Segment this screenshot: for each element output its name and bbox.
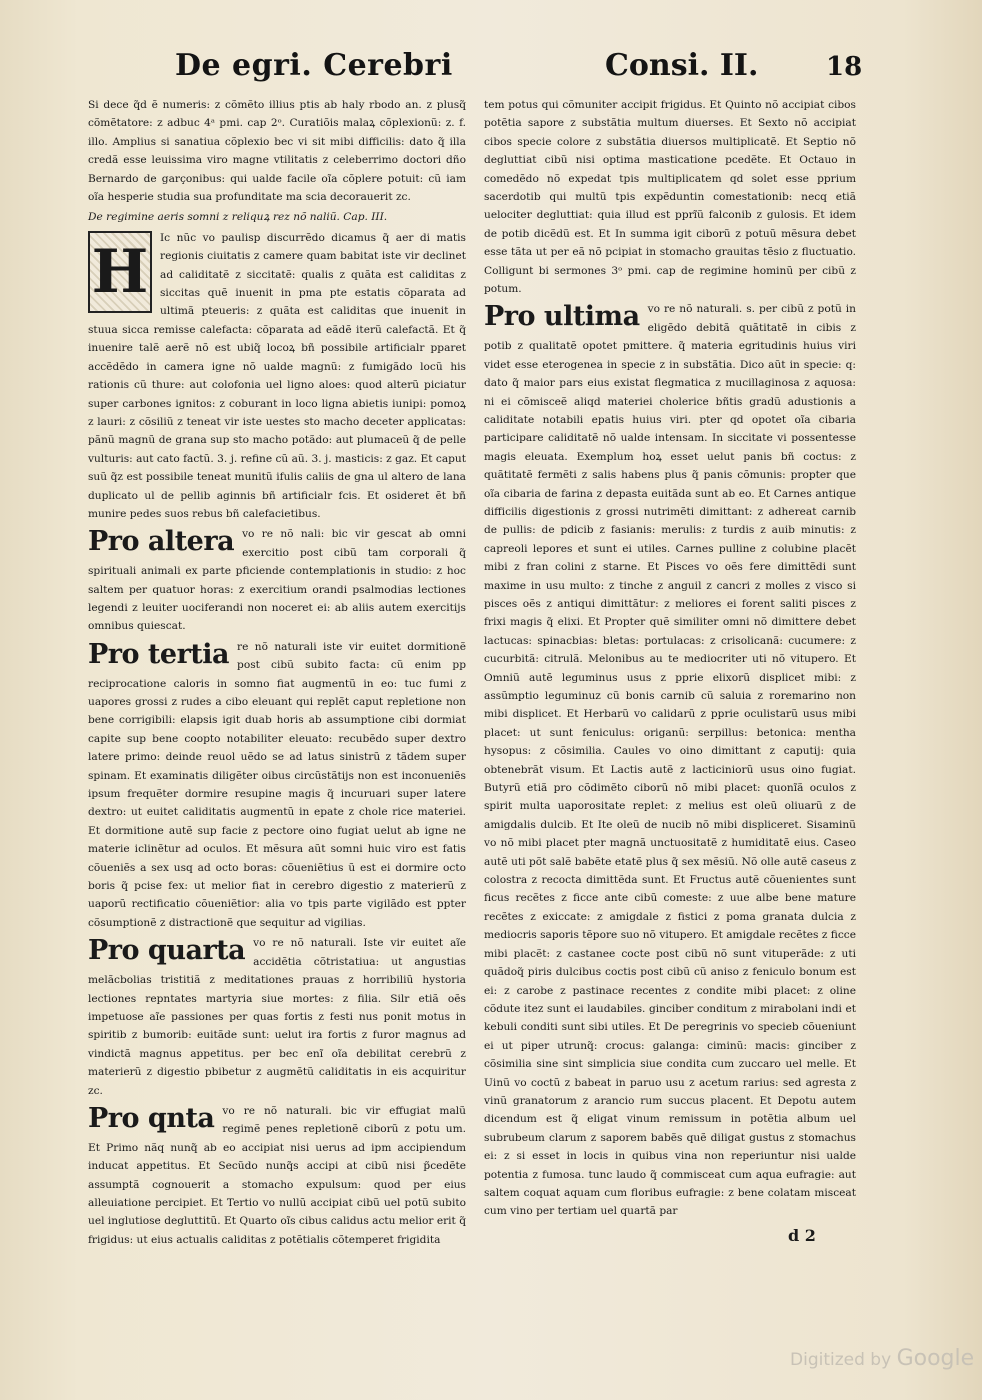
section-heading: Pro qnta	[88, 1102, 215, 1134]
decorated-initial	[88, 231, 152, 313]
section-quarta	[88, 934, 466, 1100]
section-text: melãcbolias tristitiã z meditationes prauas z horribiliũ hystoria lectiones repntates martyria siue mortes: z filia. Silr etiã oẽs impetuose aĩe passiones per quas fortis z festi nus ponit motus in spiritib z bumorib: euitãde sunt: uelut ira fortis z furor magnus ad vindictã magnus appetitus. per bec enĩ oĩa debilitat cerebrũ z materierũ z digestio pbibetur z augmẽtũ caliditatis in eis acquiritur zc.	[88, 974, 466, 1097]
page-number: 18	[826, 52, 863, 82]
section-heading: Pro tertia	[88, 638, 230, 670]
section-subhead: vo re nõ naturali. Iste vir euitet aĩe accidẽtia cõtristatiua: ut angustias	[253, 937, 466, 968]
section-text: reciprocatione caloris in somno fiat augmentũ in eo: tuc fumi z uapores grossi z rudes a cibo eleuant qui replẽt caput repletione non bene corrigibili: elapsis igit duab horis ab assumptione cibi dormiat capite sup bene coopto notabiliter eleuato: recubẽdo super dextro latere primo: deinde reuol uẽdo se ad latus sinistrũ z tãdem super spinam. Et examinatis diligẽter oibus circũstãtijs non est inconueniẽs ipsum frequẽter dormire resupine magis q̃ incuruari super latere dextro: ut euitet caliditatis augmentũ in epate z chole rice materiei. Et dormitione autẽ sup facie z pectore oino fugiat uelut ab igne ne materie iclinẽtur ad oculos. Et mẽsura aũt somni huic viro est fatis cõueniẽs a sex usq ad octo boras: cõueniẽtius ũ est ei dormire octo boris q̃ pcise fex: ut melior fiat in cerebro digestio z materierũ z uaporũ rectificatio cõueniẽtior: alia vo tpis parte vigilãdo est ppter cõsumptionẽ z distractionẽ que sequitur ad vigilias.	[88, 677, 466, 929]
section-heading: Pro ultima	[484, 301, 640, 333]
section-text: z potib z qualitatẽ opotet pmittere. q̃ materia egritudinis huius viri videt esse eterogenea in specie z in substãtia. Dico aũt in specie: q: dato q̃ maior pars eius existat flegmatica z mucillaginosa z aquosa: ni ei cõmisceẽ aliqd materiei cholerice bñtis gradũ adustionis a caliditate notabili epatis huius viri. pter qd opotet oĩa cibaria participare caliditatẽ nõ ualde intensam. In siccitate vi possentesse magis eleuata. Exemplum hoꝝ esset uelut panis bñ coctus: z quãtitatẽ fermẽti z salis habens plus q̃ panis cõmunis: propter que oĩa cibaria de farina z depasta euitãda sunt ab eo. Et Carnes antique difficilis digestionis z grossi nutrimẽti dimittant: z adhereat carnib de pullis: de pdicib z fasianis: merulis: z turdis z auib minutis: z capreoli lepores et sunt ei utiles. Carnes pulline z colubine placẽt mibi z fran colini z starne. Et Pisces vo oẽs fere dimittẽdi sunt maxime in usu multo: z tinche z anguil z cancri z molles z visco si pisces oẽs z antiqui dimittãtur: z meliores ei forent saliti pisces z frixi magis q̃ elixi. Et Propter quẽ similiter omni nõ dimittere debet lactucas: spinacbias: bletas: portulacas: z crisolicanã: cucumere: z cucurbitã: citrulã. Melonibus au te mediocriter uti nõ vitupero. Et Omniũ autẽ leguminus usus z pprie elixorũ displicet mibi: z assũmptio leguminuz cũ bonis carnib cũ saluia z roremarino non mibi displicet. Et Herbarũ vo calidarũ z pprie oculistarũ usus mibi placet: ut sunt feniculus: origanũ: serpillus: betonica: mentha hysopus: z cõsimilia. Caules vo oino dimittant z caputij: quia obtenebrãt visum. Et Lactis autẽ z lacticiniorũ usus oino fugiat. Butyrũ etiã pro cõdimẽto ciborũ nõ mibi placet: quonĩã oculos z spirit multa uaporositate replet: z melius est oleũ oliuarũ z de amigdalis dulcib. Et Ite oleũ de nucib nõ mibi displiceret. Sisaminũ vo nõ mibi placet pter magnã unctuositatẽ z humiditatẽ eius. Caseo autẽ uti põt salẽ babẽte etatẽ plus q̃ sex mẽsiũ. Nõ olle autẽ caseus z colostra z recocta dimittẽda sunt. Et Fructus autẽ cõuenientes sunt ficus recẽtes z ficce ante cibũ comeste: z uue albe bene mature recẽtes z exiccate: z amigdale z fistici z poma granata dulcia z mediocris saporis tẽpore suo nõ vitupero. Et amigdale recẽtes z ficce mibi placẽt: z castanee cocte post cibũ nõ sunt vituperãde: z uti quãdoq̃ piris dulcibus coctis post cibũ cũ aniso z feniculo bonum est ei: z carobe z pastinace recentes z condite mibi placet: z oline cõdute itez sunt ei laudabiles. ginciber conditum z mirabolani indi et kebuli conditi sunt sibi utiles. Et De peregrinis vo specieb cõueniunt ei ut piper utrunq̃: crocus: galanga: ciminũ: macis: ginciber z cõsimilia sine sint simplicia siue condita cum zuccaro uel melle. Et Uinũ vo coctũ z babeat in paruo usu z acetum rarius: sed agresta z vinũ granatorum z arancio rum succus placent. Et Depotu autem dicendum est q̃ eligat vinum remissum in potẽtia album uel subrubeum clarum z saporem babẽs quẽ diligat gustus z stomachus ei: z si esset in locis in quibus vina non reperiuntur nisi ualde potentia z fumosa. tunc laudo q̃ commisceat cum aqua eufragie: aut saltem coquat aquam cum floribus eufragie: z bene colatam misceat cum vino per tertiam uel quartã par	[484, 321, 856, 1218]
running-head-left: De egri. Cerebri	[175, 48, 453, 83]
section-text: spirituali animali ex parte pficiende contemplationis in studio: z hoc saltem per quatuor horas: z exercitium orandi psalmodias lectiones legendi z leuiter uociferandi non noceret ei: ab aliis autem exercitijs omnibus quiescat.	[88, 565, 466, 633]
right-column	[484, 96, 856, 1223]
section-subhead: vo re nõ naturali. s. per cibũ z potũ in eligẽdo debitã quãtitatẽ in cibis	[647, 303, 856, 334]
running-head-right: Consi. II.	[605, 48, 759, 83]
paragraph: Ic nũc vo paulisp discurrẽdo dicamus q̃ aer di matis regionis ciuitatis z camere quam babitat iste vir declinet ad caliditatẽ z siccitatẽ: qualis z quãta est caliditas z siccitas quẽ inuenit in pma pte estatis cõparata ad ultimã pteueris: z quãta est caliditas que inuenit in stuua sicca remisse calefacta: cõparata ad eãdẽ iterũ calefactã. Et q̃ inuenire talẽ aerẽ nõ est ubiq̃ locoꝝ bñ possibile artificialr pparet accẽdẽdo in camera igne nõ ualde magnũ: z fumigãdo locũ his rationis cũ thure: aut colofonia uel ligno aloes: quod alterũ piciatur super carbones ignitos: z coburant in loco ligna abietis iunipi: pomoꝝ z lauri: z cõsiliũ z teneat vir iste uestes sto macho deceter applicatas: pãnũ magnũ de grana sup sto macho potãdo: aut plumaceũ q̃ de pelle vulturis: aut cato factũ. 3. j. refine cũ aũ. 3. j. masticis: z gaz. Et caput suũ q̃z est possibile teneat munitũ ifulis caliis de gna ul altero de lana duplicato ul de pellib aginnis bñ artificialr fcis. Et osideret ẽt bñ munire pedes suos rebus bñ calefacietibus.	[88, 231, 466, 520]
section-heading: Pro quarta	[88, 935, 246, 967]
initial-letter: H	[91, 236, 149, 307]
watermark-brand: Google	[896, 1346, 975, 1371]
page-header	[0, 48, 982, 92]
section-altera	[88, 525, 466, 635]
digitization-watermark	[790, 1346, 974, 1371]
watermark-prefix: Digitized by	[790, 1350, 892, 1370]
section-subhead: vo re nõ naturali. bic vir effugiat malũ regimẽ penes repletionẽ ciborũ z potu	[222, 1104, 466, 1136]
signature-mark: d 2	[788, 1226, 816, 1245]
section-subhead: re nõ naturali iste vir euitet dormitionẽ post cibũ subito facta: cũ enim pp	[237, 640, 466, 672]
section-tertia	[88, 638, 466, 933]
paragraph: tem potus qui cõmuniter accipit frigidus. Et Quinto nõ accipiat cibos potẽtia sapore z substãtia multum diuerses. Et Sexto nõ accipiat cibos specie colore z substãtia diuersos multiplicatẽ. Et Septio nõ degluttiat cibũ nisi optima masticatione pcedẽte. Et Octauo in comedẽdo nõ expedat tpis multiplicatem qd solet esse pprium sacerdotib qui multũ tpis expẽduntin comestationib: necq etiã uelociter degluttiat: quia illud est pprĩũ falconib z gulosis. Et idem de potib dicẽdũ est. Et In summa igit ciborũ z potuũ mẽsura debet esse tãta ut per eã nõ pcipiat in stomacho grauitas tẽsio z fluctuatio. Colligunt bi sermones 3ᵒ pmi. cap de regimine hominũ per cibũ z potum.	[484, 99, 856, 296]
left-column	[88, 96, 466, 1251]
section-quinta	[88, 1102, 466, 1249]
chapter-rubric: De regimine aeris somni z reliquꝝ rez nõ naliũ. Cap. III.	[88, 211, 388, 224]
section-heading: Pro altera	[88, 526, 235, 558]
section-subhead: vo re nõ nali: bic vir gescat ab omni exercitio post cibũ tam corporali q̃	[242, 528, 466, 559]
section-ultima	[484, 300, 856, 1220]
section-text: um. Et Primo nãq nunq̃ ab eo accipiat nisi uerus ad ipm accipiendum inducat appetitus. Et Secũdo nunq̃s accipi at cibũ nisi p̃cedẽte assumptã cognouerit a stomacho expulsum: quod per eius alleuiatione percipiet. Et Tertio vo nullũ accipiat cibũ uel potũ subito uel inglutiose degluttitũ. Et Quarto oĩs cibus calidus actu melior erit q̃ frigidus: ut eius actualis caliditas z potẽtialis cõtemperet frigidita	[88, 1123, 466, 1246]
paragraph: Si dece q̃d ẽ numeris: z cõmẽto illius ptis ab haly rbodo an. z plusq̃ cõmẽtatore: z adbuc 4ᵃ pmi. cap 2ᵒ. Curatiõis malaꝝ cõplexionũ: z. f. illo. Amplius si sanatiua cõplexio bec vi sit mibi difficilis: dato q̃ illa credã esse leuissima viro magne vtilitatis z celeberrimo doctori dño Bernardo de garçonibus: qui ualde facile oĩa cõplere potuit: cũ iam oĩa hesperie studia sua profunditate ma scia decorauerit zc.	[88, 99, 466, 204]
